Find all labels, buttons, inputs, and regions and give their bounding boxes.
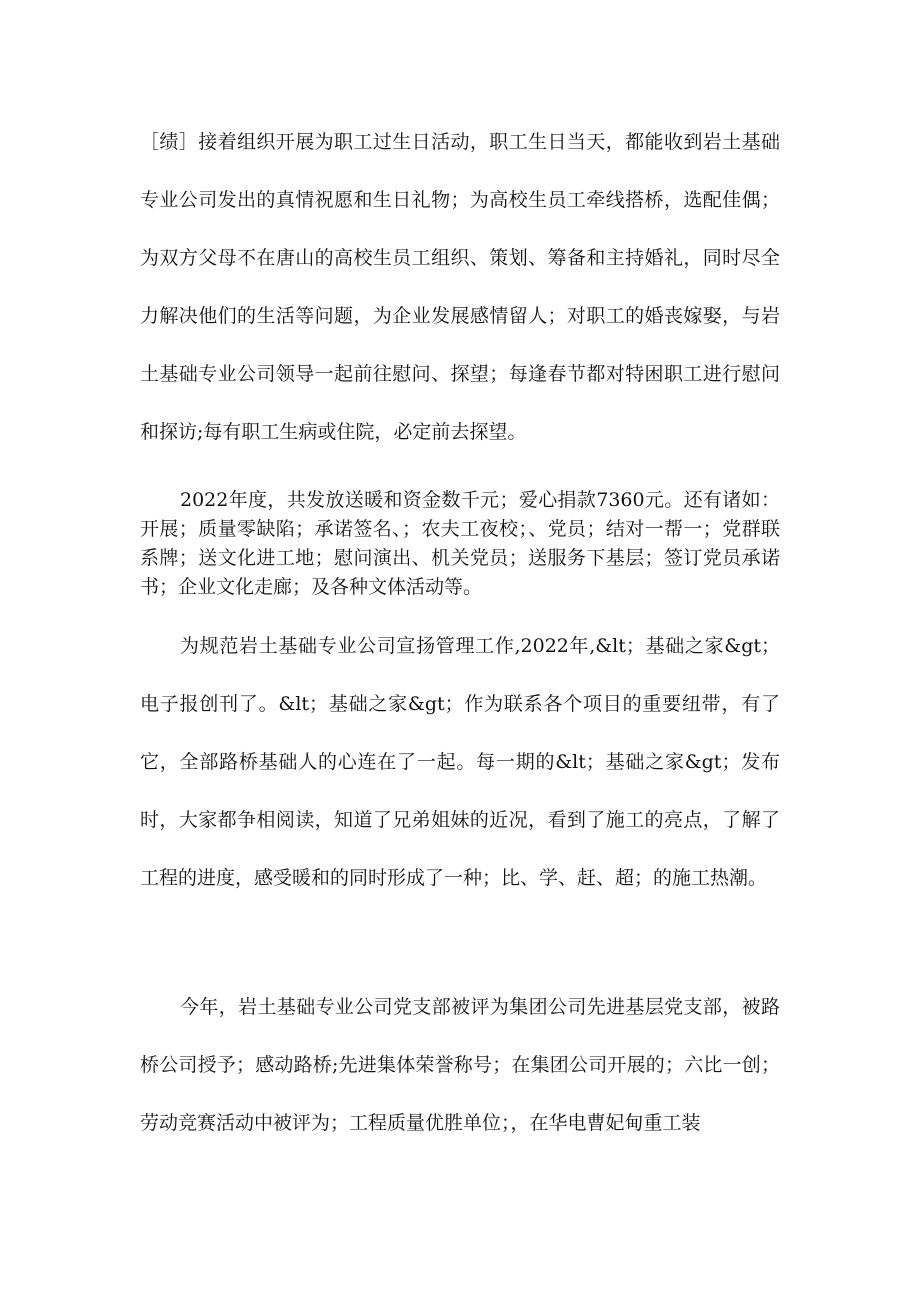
paragraph-staff-care: ［绩］接着组织开展为职工过生日活动，职工生日当天，都能收到岩土基础专业公司发出的真情祝愿和生日礼物；为高校生员工牵线搭桥，选配佳偶；为双方父母不在唐山的高校生员工组织、策划、筹备和主持婚礼，同时尽全力解决他们的生活等问题，为企业发展感情留人；对职工的婚丧嫁娶，与岩土基础专业公司领导一起前往慰问、探望；每逢春节都对特困职工进行慰问和探访;每有职工生病或住院，必定前去探望。 [140,131,780,443]
paragraph-newsletter: 为规范岩土基础专业公司宣扬管理工作,2022年,&lt；基础之家&gt；电子报创刊了。&lt；基础之家&gt；作为联系各个项目的重要纽带，有了它，全部路桥基础人的心连在了一起。每一期的&lt；基础之家&gt；发布时，大家都争相阅读，知道了兄弟姐妹的近况，看到了施工的亮点，了解了工程的进度，感受暖和的同时形成了一种；比、学、赶、超；的施工热潮。 [140,635,780,889]
paragraph-honors: 今年，岩土基础专业公司党支部被评为集团公司先进基层党支部，被路桥公司授予；感动路桥;先进集体荣誉称号；在集团公司开展的；六比一创；劳动竞赛活动中被评为；工程质量优胜单位；，在华电曹妃甸重工装 [140,996,780,1134]
paragraph-annual-funds: 2022年度，共发放送暖和资金数千元；爱心捐款7360元。还有诸如：开展；质量零缺陷；承诺签名、；农夫工夜校；、党员；结对一帮一；党群联系牌；送文化进工地；慰问演出、机关党员；送服务下基层；签订党员承诺书；企业文化走廊；及各种文体活动等。 [140,489,780,598]
